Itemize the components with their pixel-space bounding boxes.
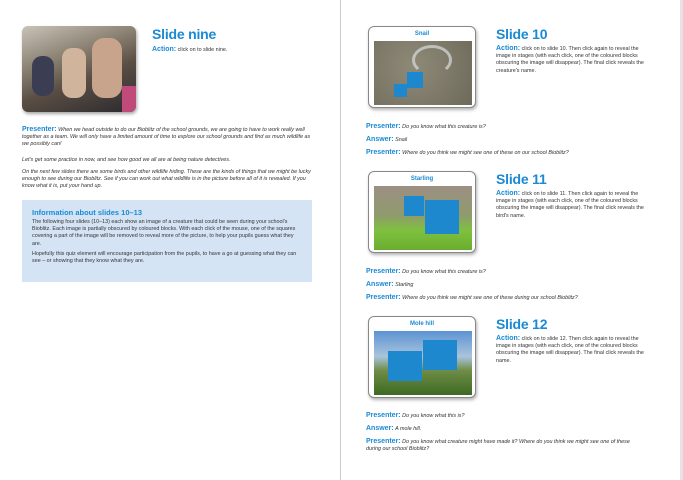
presenter-label: Presenter: [366, 268, 401, 275]
presenter-label: Presenter: [366, 123, 401, 130]
starling-image [374, 186, 472, 250]
cover-block [388, 351, 422, 381]
presenter-question: Do you know what this creature is? [402, 124, 486, 130]
action-label: Action: [496, 335, 521, 342]
presenter-label: Presenter: [366, 438, 401, 445]
action-label: Action: [496, 190, 521, 197]
card-title: Snail [414, 31, 430, 37]
slide-nine-title: Slide nine [152, 26, 217, 42]
snail-image [374, 41, 472, 105]
practice-paragraph: Let's get some practice in now, and see how good we all are at being nature detectives. [22, 157, 231, 163]
starling-slide-card [368, 171, 476, 253]
cover-block [407, 72, 423, 88]
presenter-question: Do you know what this creature is? [402, 269, 486, 275]
mole-hill-image [374, 331, 472, 395]
cover-block [425, 200, 459, 234]
mole-hill-slide-card [368, 316, 476, 398]
slide-12-title: Slide 12 [496, 316, 548, 332]
action-text: click on to slide nine. [177, 47, 228, 53]
info-heading: Information about slides 10–13 [32, 208, 143, 217]
cover-block [394, 84, 407, 97]
presenter-question: Where do you think we might see one of these on our school Bioblitz? [402, 150, 569, 156]
card-title: Mole hill [410, 321, 434, 327]
answer-text: Starling [395, 282, 414, 288]
right-page [341, 0, 680, 480]
cover-block [404, 196, 424, 216]
hiding-paragraph: On the next few slides there are some birds and other wildlife hiding. These are the kinds of things that we might be lucky enough to see during our Bioblitz. See if you can work out what wildlife is in the picture before all of it is revealed. If you know what it is, put your hand up. [22, 169, 311, 190]
answer-label: Answer: [366, 136, 394, 143]
presenter-label: Presenter: [366, 149, 401, 156]
presenter-question: Where do you think we might see one of these during our school Bioblitz? [402, 295, 578, 301]
action-text: click on to slide 10. Then click again to reveal the image in stages (with each click, one of the coloured blocks obscuring the image will disappear). The final click reveals the creature's name. [496, 46, 644, 74]
left-page [0, 0, 340, 480]
cover-block [423, 340, 457, 370]
info-paragraph-2: Hopefully this quiz element will encourage participation from the pupils, to have a go at guessing what they can see – or showing that they know what they are. [32, 250, 297, 265]
snail-slide-card [368, 26, 476, 108]
slide-11-title: Slide 11 [496, 171, 547, 187]
presenter-label: Presenter: [366, 294, 401, 301]
info-box [22, 200, 312, 282]
answer-text: Snail [395, 137, 408, 143]
presenter-question: Do you know what creature might have made it? Where do you think we might see one of these during our school Bioblitz? [366, 439, 630, 453]
answer-text: A mole hill. [395, 426, 422, 432]
presenter-label: Presenter: [366, 412, 401, 419]
answer-label: Answer: [366, 281, 394, 288]
action-label: Action: [496, 45, 521, 52]
slide-10-title: Slide 10 [496, 26, 548, 42]
info-paragraph-1: The following four slides (10–13) each show an image of a creature that could be seen during your school's Bioblitz. Each image is partially obscured by coloured blocks. With each click of the mouse, one of the squares covering a part of the image will be removed to reveal more of the picture, to help your pupils guess what they are. [32, 219, 296, 247]
answer-label: Answer: [366, 425, 394, 432]
presenter-label: Presenter: [22, 126, 57, 133]
action-text: click on to slide 11. Then click again to reveal the image in stages (with each click, one of the coloured blocks obscuring the image will disappear). The final click reveals the bird's name. [496, 191, 644, 219]
presenter-question: Do you know what this is? [402, 413, 465, 419]
card-title: Starling [410, 176, 434, 182]
children-photo [22, 26, 136, 112]
action-text: click on to slide 12. Then click again to reveal the image in stages (with each click, one of the coloured blocks obscuring the image will disappear). The final click reveals the name. [496, 336, 644, 364]
action-label: Action: [152, 46, 177, 53]
presenter-text: When we head outside to do our Bioblitz of the school grounds, we are going to have to work really well together as a team. We will only have a limited amount of time to explore our school grounds and find as much wildlife as we possibly can! [22, 127, 311, 148]
